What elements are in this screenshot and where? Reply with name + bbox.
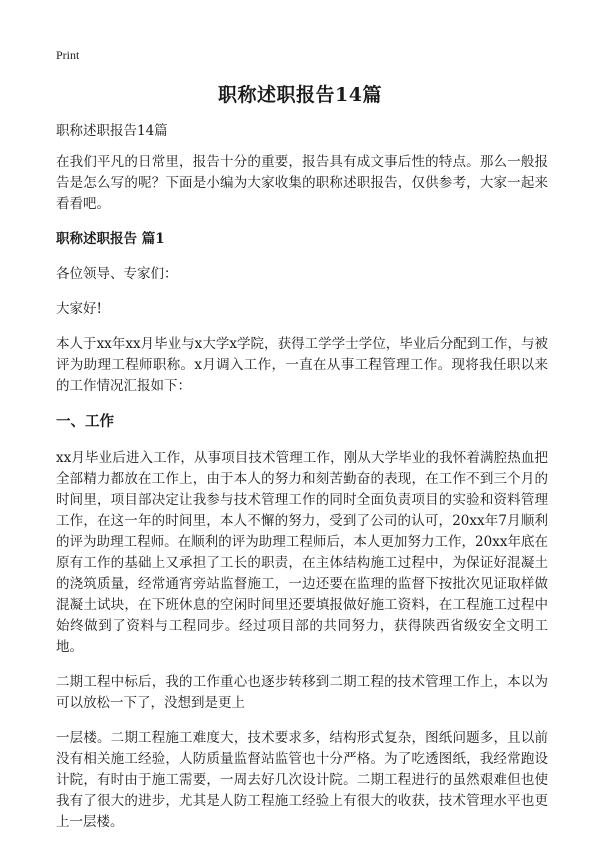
document-body xyxy=(56,121,548,847)
work-paragraph: xx月毕业后进入工作，从事项目技术管理工作，刚从大学毕业的我怀着满腔热血把全部精力都放在工作上，由于本人的努力和刻苦勤奋的表现，在工作不到三个月的时间里，项目部决定让我参与技术管理工作的同时全面负责项目的实验和资料管理工作，在这一年的时间里，本人不懈的努力，受到了公司的认可，20xx年7月顺利的评为助理工程师。在顺利的评为助理工程师后，本人更加努力工作，20xx年底在原有工作的基础上又承担了工长的职责，在主体结构施工过程中，为保证好混凝土的浇筑质量，经常通宵旁站监督施工，一边还要在监理的监督下按批次见证取样做混凝土试块，在下班休息的空闲时间里还要填报做好施工资料，在工程施工过程中始终做到了资料与工程同步。经过项目部的共同努力，获得陕西省级安全文明工地。 xyxy=(56,450,548,655)
section-heading: 职称述职报告 篇1 xyxy=(56,231,165,247)
phase2-paragraph: 二期工程中标后，我的工作重心也逐步转移到二期工程的技术管理工作上，本以为可以放松一下了，没想到是更上 xyxy=(56,674,548,711)
intro-paragraph: 在我们平凡的日常里，报告十分的重要，报告具有成文事后性的特点。那么一般报告是怎么写的呢？下面是小编为大家收集的职称述职报告，仅供参考，大家一起来看看吧。 xyxy=(56,154,548,212)
greeting-all: 大家好! xyxy=(56,301,102,317)
greeting-leaders: 各位领导、专家们： xyxy=(56,266,178,282)
document-subtitle: 职称述职报告14篇 xyxy=(56,123,168,139)
phase2-continued-paragraph: 一层楼。二期工程施工难度大，技术要求多，结构形式复杂，图纸问题多，且以前没有相关施工经验，人防质量监督站监管也十分严格。为了吃透图纸，我经常跑设计院，有时由于施工需要，一周去好几次设计院。二期工程进行的虽然艰难但也使我有了很大的进步，尤其是人防工程施工经验上有很大的收获，技术管理水平也更上一层楼。 xyxy=(56,730,548,830)
sub-heading-work: 一、工作 xyxy=(56,413,114,430)
intro-self-paragraph: 本人于xx年xx月毕业与x大学x学院，获得工学学士学位，毕业后分配到工作，与被评为助理工程师职称。x月调入工作，一直在从事工程管理工作。现将我任职以来的工作情况汇报如下： xyxy=(56,336,548,394)
print-link[interactable]: Print xyxy=(56,48,80,62)
document-title: 职称述职报告14篇 xyxy=(218,84,382,106)
